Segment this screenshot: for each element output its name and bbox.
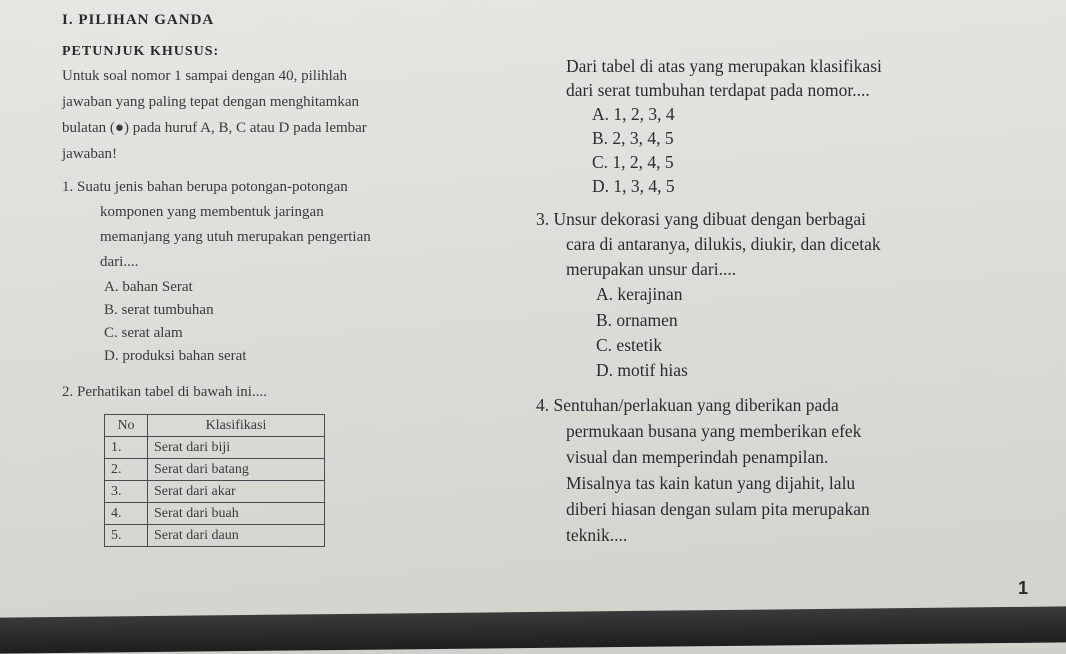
table-cell-klasifikasi: Serat dari biji [148, 437, 325, 459]
q4-stem-line: permukaan busana yang memberikan efek [566, 421, 862, 441]
q3-option-a[interactable]: A. kerajinan [596, 284, 683, 304]
q1-stem-line: komponen yang membentuk jaringan [100, 204, 324, 220]
q3-option-d[interactable]: D. motif hias [596, 360, 688, 380]
q3-stem-line: merupakan unsur dari.... [566, 259, 737, 279]
q3-stem-line: cara di antaranya, dilukis, diukir, dan dicetak [566, 234, 881, 254]
q3-option-b[interactable]: B. ornamen [596, 310, 678, 330]
q3-option-c[interactable]: C. estetik [596, 335, 663, 355]
section-title: I. PILIHAN GANDA [62, 12, 215, 28]
q1-stem-line: 1. Suatu jenis bahan berupa potongan-potongan [62, 179, 348, 195]
q4-stem-line: teknik.... [566, 525, 628, 545]
instructions-line: bulatan (●) pada huruf A, B, C atau D pada lembar [62, 120, 367, 136]
table-cell-klasifikasi: Serat dari akar [148, 481, 325, 503]
table-cell-no: 5. [105, 525, 148, 547]
q2-option-c[interactable]: C. 1, 2, 4, 5 [592, 152, 674, 172]
table-row [105, 437, 325, 459]
table-cell-no: 3. [105, 481, 148, 503]
q2-continuation-line: Dari tabel di atas yang merupakan klasifikasi [566, 56, 882, 76]
table-cell-no: 4. [105, 503, 148, 525]
instructions-line: jawaban! [62, 146, 117, 162]
q2-option-a[interactable]: A. 1, 2, 3, 4 [592, 104, 675, 124]
q1-option-b[interactable]: B. serat tumbuhan [104, 302, 214, 318]
q4-stem-line: diberi hiasan dengan sulam pita merupakan [566, 499, 870, 519]
page-number: 1 [1018, 578, 1029, 598]
q2-continuation-line: dari serat tumbuhan terdapat pada nomor.... [566, 80, 870, 100]
table-row [105, 503, 325, 525]
table-header-klasifikasi: Klasifikasi [148, 415, 325, 437]
table-cell-no: 1. [105, 437, 148, 459]
table-cell-no: 2. [105, 459, 148, 481]
q2-option-b[interactable]: B. 2, 3, 4, 5 [592, 128, 674, 148]
q4-stem-line: Misalnya tas kain katun yang dijahit, lalu [566, 473, 856, 493]
table-cell-klasifikasi: Serat dari daun [148, 525, 325, 547]
classification-table [104, 414, 325, 547]
q1-option-a[interactable]: A. bahan Serat [104, 279, 193, 295]
q1-stem-line: dari.... [100, 254, 139, 270]
q1-option-d[interactable]: D. produksi bahan serat [104, 348, 247, 364]
table-row [105, 459, 325, 481]
q1-stem-line: memanjang yang utuh merupakan pengertian [100, 229, 371, 245]
table-header-no: No [105, 415, 148, 437]
instructions-line: Untuk soal nomor 1 sampai dengan 40, pilihlah [62, 68, 347, 84]
q3-stem-line: 3. Unsur dekorasi yang dibuat dengan berbagai [536, 209, 866, 229]
table-row [105, 481, 325, 503]
q4-stem-line: visual dan memperindah penampilan. [566, 447, 829, 467]
table-cell-klasifikasi: Serat dari buah [148, 503, 325, 525]
table-row [105, 525, 325, 547]
table-cell-klasifikasi: Serat dari batang [148, 459, 325, 481]
q1-option-c[interactable]: C. serat alam [104, 325, 183, 341]
q4-stem-line: 4. Sentuhan/perlakuan yang diberikan pada [536, 395, 839, 415]
table-header-row [105, 415, 325, 437]
instructions-line: jawaban yang paling tepat dengan menghitamkan [62, 94, 359, 110]
q2-stem: 2. Perhatikan tabel di bawah ini.... [62, 384, 267, 400]
instructions-title: PETUNJUK KHUSUS: [62, 44, 220, 59]
q2-option-d[interactable]: D. 1, 3, 4, 5 [592, 176, 675, 196]
